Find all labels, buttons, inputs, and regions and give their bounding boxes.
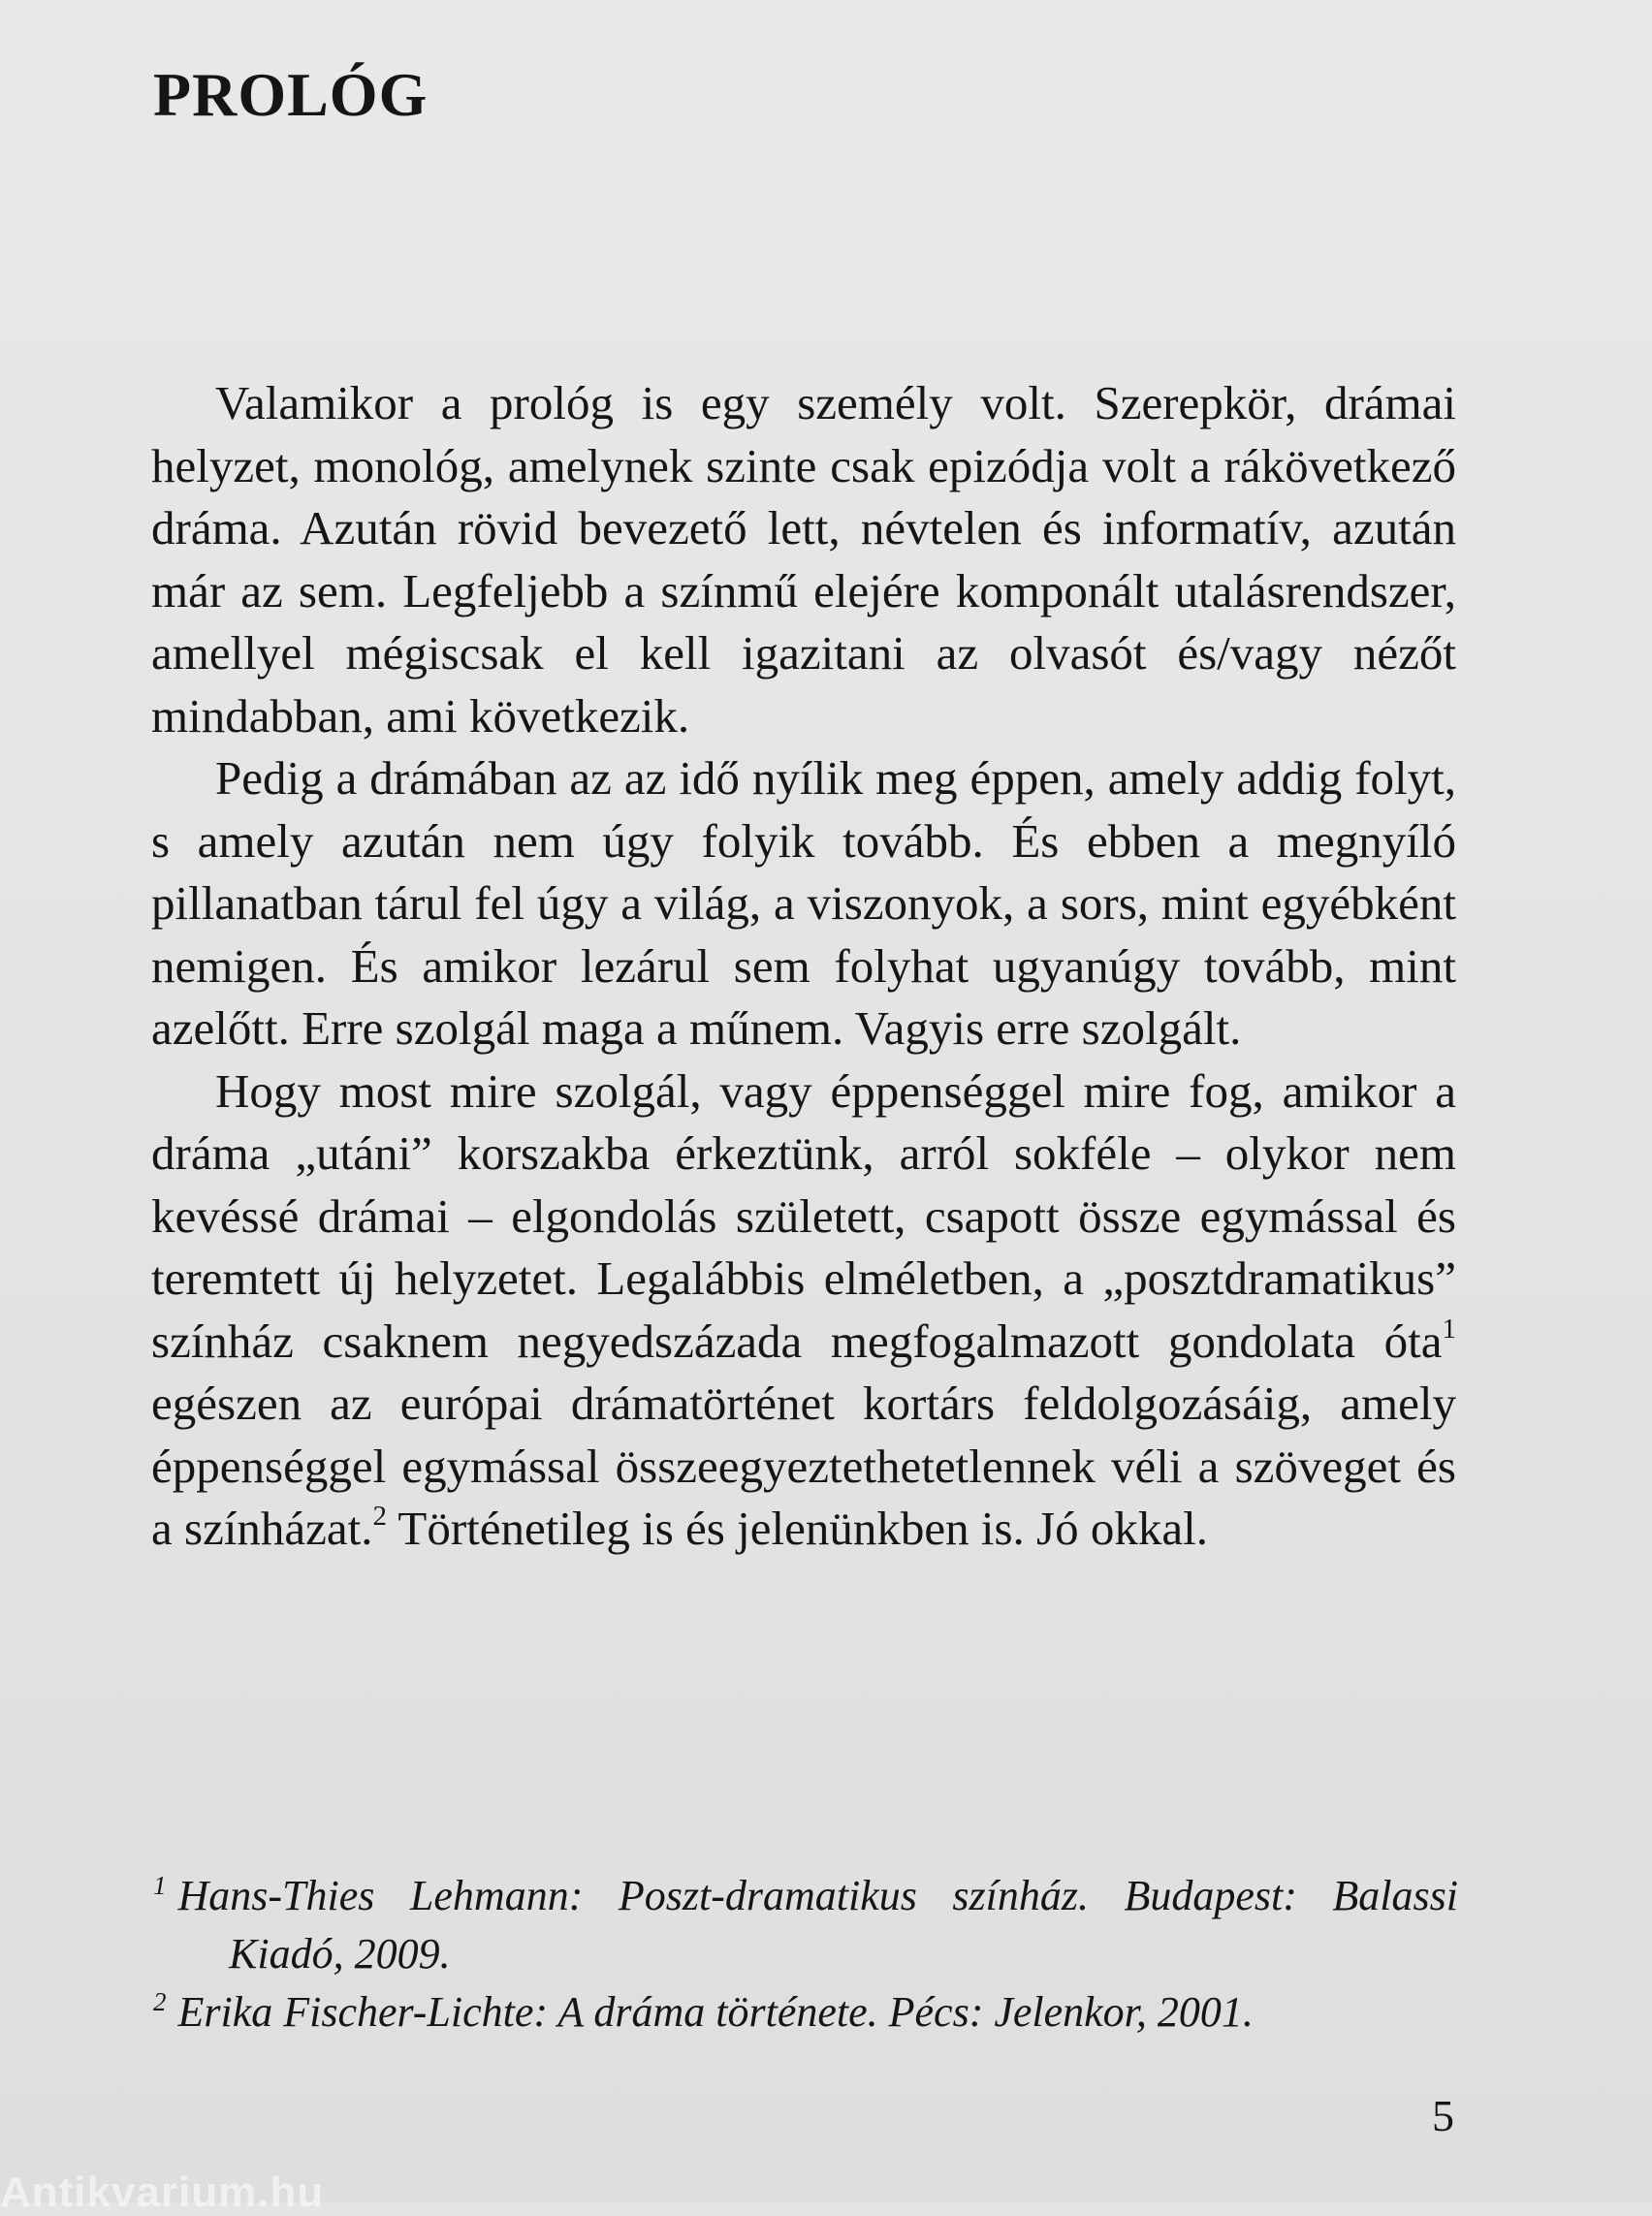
footnote-1-number: 1 [153,1871,167,1900]
footnote-2 [153,1983,1458,2042]
body-text [151,372,1456,1561]
paragraph-3 [151,1061,1456,1561]
paragraph-3-part-1: Hogy most mire szolgál, vagy éppenséggel mire fog, amikor a dráma „utáni” korszakba érkeztünk, arról sokféle – olykor nem kevéssé drámai – elgondolás született, csapott össze egymással és teremtett új helyzetet. Legalábbis elméletben, a „posztdramatikus” színház csaknem negyedszázada megfogalmazott gondolata óta [151,1063,1456,1368]
paragraph-1: Valamikor a prológ is egy személy volt. Szerepkör, drámai helyzet, monológ, amelynek szinte csak epizódja volt a rákövetkező dráma. Azután rövid bevezető lett, névtelen és informatív, azután már az sem. Legfeljebb a színmű elejére komponált utalásrendszer, amellyel mégiscsak el kell igazitani az olvasót és/vagy nézőt mindabban, ami következik. [151,376,1456,743]
footnote-2-number: 2 [153,1987,167,2016]
watermark: Antikvarium.hu [0,2169,325,2216]
paragraph-3-part-3: Történetileg is és jelenünkben is. Jó okkal. [387,1502,1208,1555]
page-number: 5 [1432,2091,1454,2140]
paragraph-2: Pedig a drámában az az idő nyílik meg éppen, amely addig folyt, s amely azután nem úgy folyik tovább. És ebben a megnyíló pillanatban tárul fel úgy a világ, a viszonyok, a sors, mint egyébként nemigen. És amikor lezárul sem folyhat ugyanúgy tovább, mint azelőtt. Erre szolgál maga a műnem. Vagyis erre szolgált. [151,751,1456,1055]
footnote-2-text: Erika Fischer-Lichte: A dráma története. Pécs: Jelenkor, 2001. [177,1988,1254,2036]
footnote-ref-1: 1 [1442,1313,1456,1345]
footnote-1-text: Hans-Thies Lehmann: Poszt-dramatikus színház. Budapest: Balassi Kiadó, 2009. [177,1872,1458,1978]
footnotes [153,1867,1458,2042]
paragraph-3-part-2: egészen az európai drámatörténet kortárs feldolgozásáig, amely éppenséggel egymással összeegyeztethetetlennek véli a szöveget és a színházat. [151,1377,1456,1555]
footnote-ref-2: 2 [372,1501,388,1532]
chapter-title: PROLÓG [153,60,429,129]
footnote-1 [153,1867,1458,1983]
